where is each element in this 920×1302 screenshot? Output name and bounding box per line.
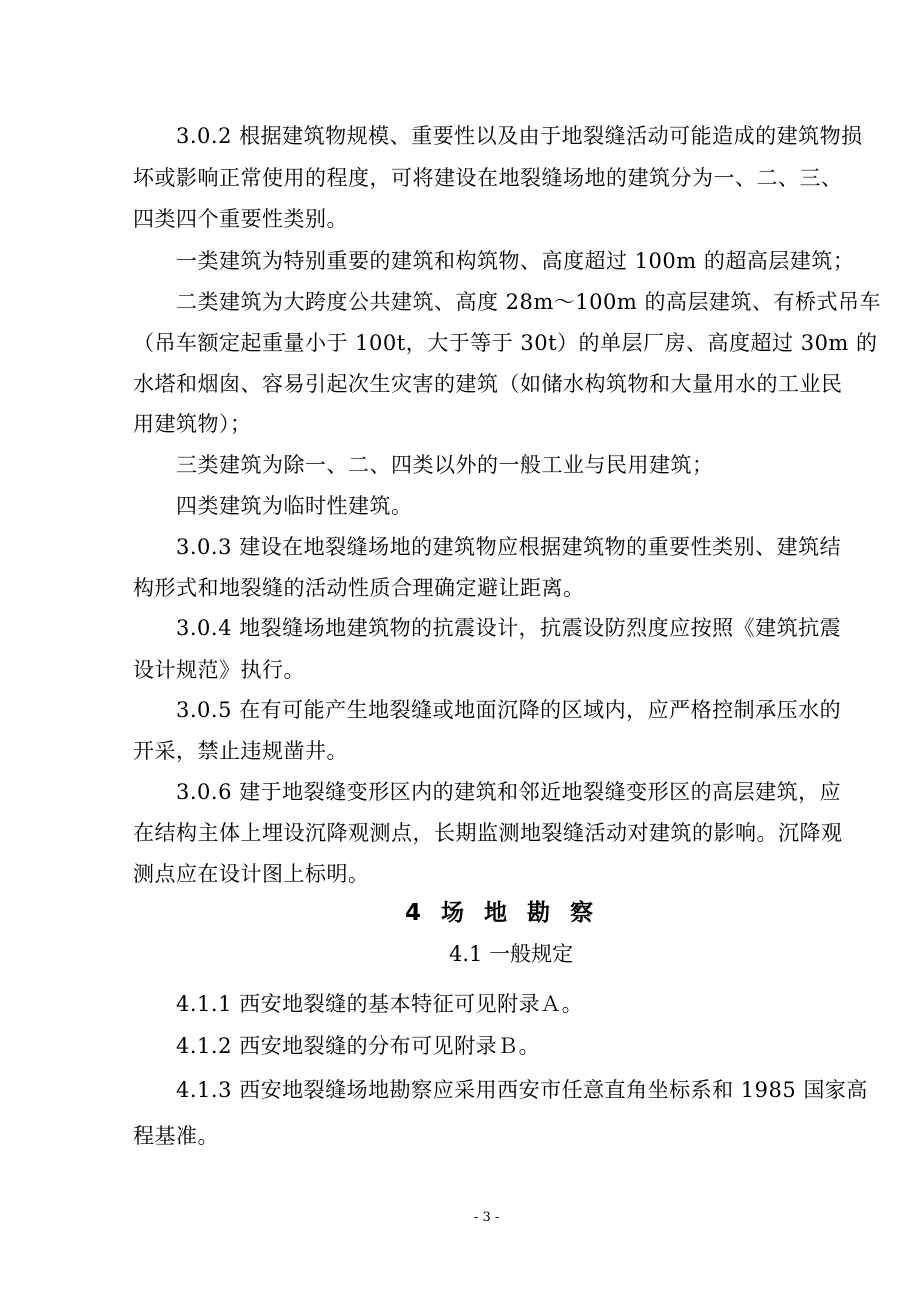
chapter-heading: 4 场 地 勘 察: [405, 900, 600, 926]
para-3-0-4-line-1: 3.0.4 地裂缝场地建筑物的抗震设计，抗震设防烈度应按照《建筑抗震: [176, 616, 842, 640]
page-number: - 3 -: [474, 1210, 500, 1225]
para-3-0-5-line-2: 开采，禁止违规凿井。: [133, 739, 348, 763]
para-3-0-6-line-1: 3.0.6 建于地裂缝变形区内的建筑和邻近地裂缝变形区的高层建筑，应: [176, 780, 842, 804]
para-3-0-3-line-2: 构形式和地裂缝的活动性质合理确定避让距离。: [133, 576, 585, 600]
para-class-2-line-1: 二类建筑为大跨度公共建筑、高度 28m～100m 的高层建筑、有桥式吊车: [176, 290, 881, 314]
para-4-1-3-line-2: 程基准。: [133, 1124, 219, 1148]
para-3-0-6-line-2: 在结构主体上埋设沉降观测点，长期监测地裂缝活动对建筑的影响。沉降观: [133, 821, 843, 845]
para-class-3-line-1: 三类建筑为除一、二、四类以外的一般工业与民用建筑；: [176, 453, 714, 477]
para-class-4-line-1: 四类建筑为临时性建筑。: [176, 494, 413, 518]
para-3-0-3-line-1: 3.0.3 建设在地裂缝场地的建筑物应根据建筑物的重要性类别、建筑结: [176, 535, 842, 559]
para-4-1-2-line-1: 4.1.2 西安地裂缝的分布可见附录Ｂ。: [176, 1034, 541, 1058]
para-3-0-2-line-2: 坏或影响正常使用的程度，可将建设在地裂缝场地的建筑分为一、二、三、: [133, 166, 843, 190]
para-class-2-line-2: （吊车额定起重量小于 100t，大于等于 30t）的单层厂房、高度超过 30m 的: [133, 331, 878, 355]
section-heading: 4.1 一般规定: [449, 942, 574, 966]
para-4-1-1-line-1: 4.1.1 西安地裂缝的基本特征可见附录Ａ。: [176, 992, 584, 1016]
para-3-0-2-line-1: 3.0.2 根据建筑物规模、重要性以及由于地裂缝活动可能造成的建筑物损: [176, 124, 863, 148]
para-3-0-5-line-1: 3.0.5 在有可能产生地裂缝或地面沉降的区域内，应严格控制承压水的: [176, 698, 842, 722]
para-class-2-line-3: 水塔和烟囱、容易引起次生灾害的建筑（如储水构筑物和大量用水的工业民: [133, 372, 843, 396]
para-class-2-line-4: 用建筑物）；: [133, 412, 252, 436]
para-4-1-3-line-1: 4.1.3 西安地裂缝场地勘察应采用西安市任意直角坐标系和 1985 国家高: [176, 1078, 868, 1102]
para-3-0-2-line-3: 四类四个重要性类别。: [133, 207, 348, 231]
para-3-0-4-line-2: 设计规范》执行。: [133, 658, 305, 682]
para-class-1-line-1: 一类建筑为特别重要的建筑和构筑物、高度超过 100m 的超高层建筑；: [176, 249, 855, 273]
para-3-0-6-line-3: 测点应在设计图上标明。: [133, 862, 370, 886]
